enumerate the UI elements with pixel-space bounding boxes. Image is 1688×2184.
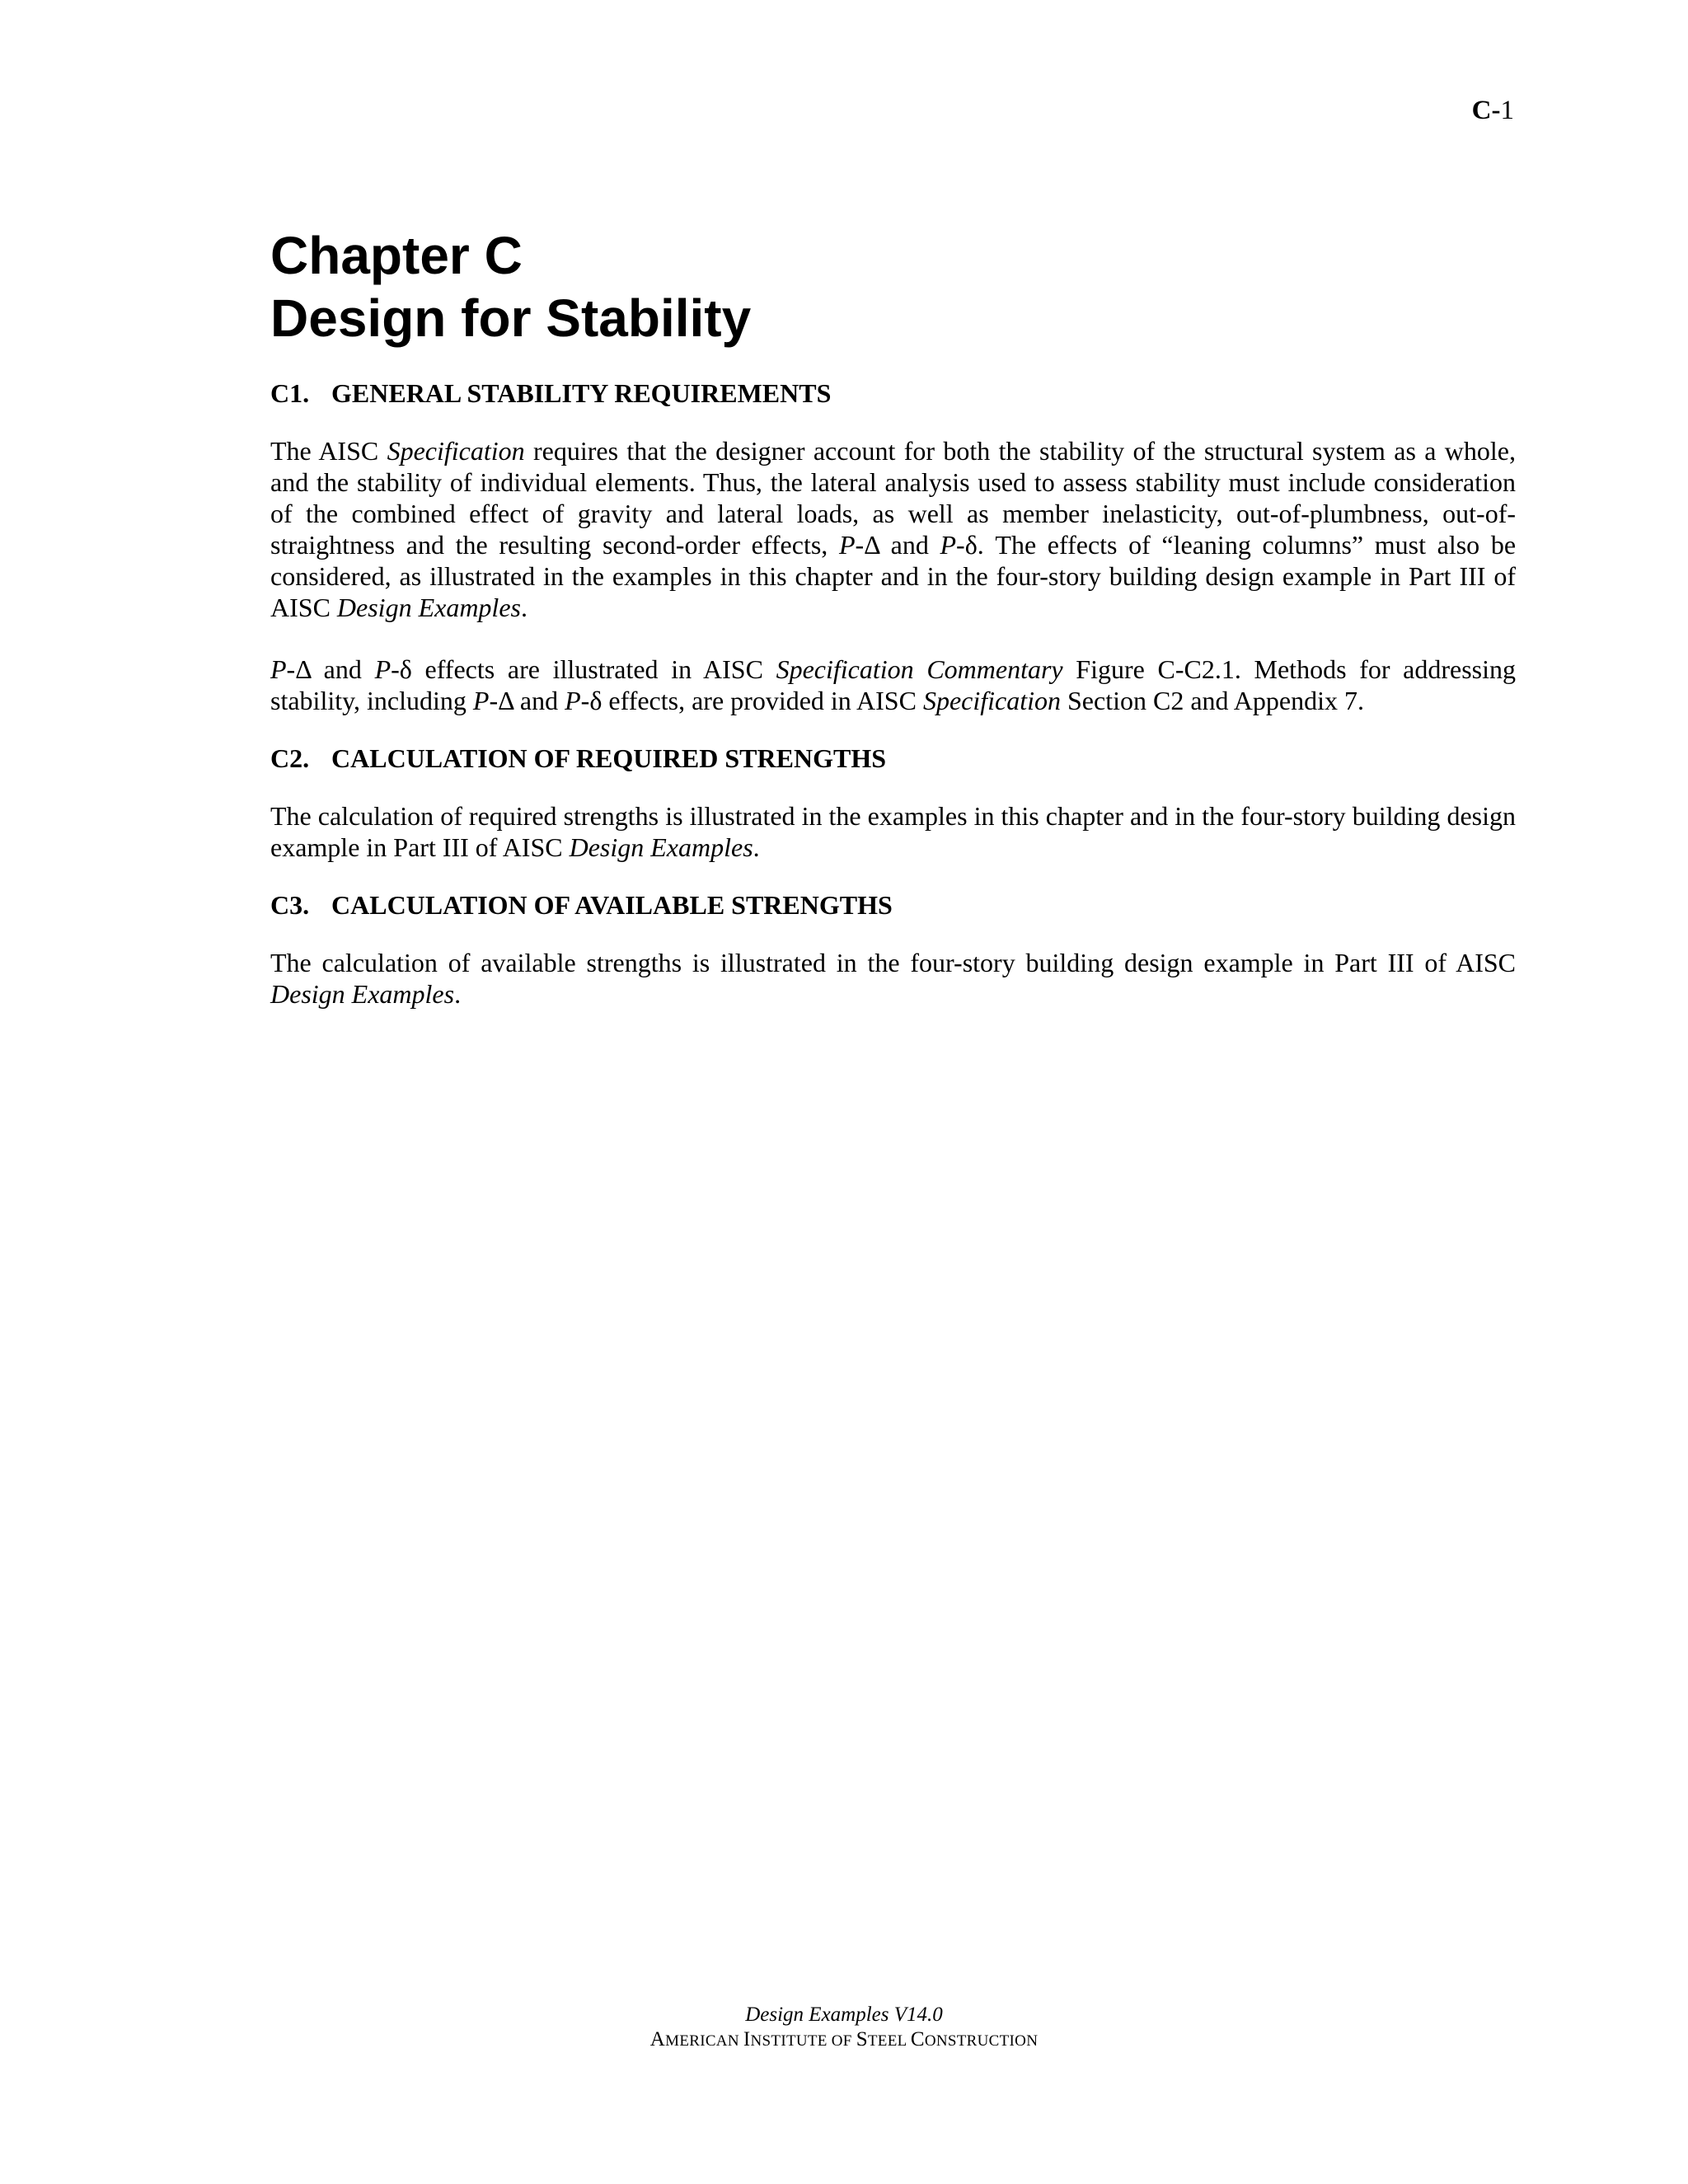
section-heading-c2 [270,743,1516,774]
footer-text-part: TEEL [867,2032,911,2050]
chapter-title [270,224,1516,349]
text-run: The calculation of required strengths is illustrated in the examples in this chapter and in the four-story building design example in Part III of AISC [270,801,1522,862]
section-heading-c3 [270,889,1516,921]
italic-text: Specification [387,436,525,466]
italic-text: P [270,654,287,684]
text-run: The AISC [270,436,387,466]
text-run: requires that the designer account for both the stability of the structural system as a whole, and the stability of individual elements. Thus, the lateral analysis used to assess stability must include consideration of the combined effect of gravity and lateral loads, as well as member inelasticity, out-of-plumbness, out-of-straightness and the resulting second-order effects, [270,436,1522,560]
text-run: Figure C-C2.1. Methods for addressing stability, including [270,654,1523,715]
page-number-value: 1 [1500,96,1514,125]
italic-text: Design Examples [336,593,521,622]
text-run: . [753,832,760,862]
chapter-title-line1: Chapter C [270,226,523,285]
footer-text-part: A [649,2028,666,2050]
text-run: Section C2 and Appendix 7. [1061,686,1364,715]
section-title: CALCULATION OF REQUIRED STRENGTHS [331,743,886,773]
text-run: . [454,979,462,1009]
paragraph [270,654,1523,716]
section-number: C2. [270,743,310,773]
text-run: -Δ and [489,686,565,715]
footer-text-part: NSTITUTE OF [750,2032,856,2050]
footer-publisher [0,2027,1688,2054]
paragraph [270,435,1523,623]
section-number: C3. [270,890,310,920]
text-run: -δ effects, are provided in AISC [580,686,923,715]
footer-text-part: C [910,2028,925,2050]
italic-text: P [374,654,392,684]
text-run: . [520,593,528,622]
text-run: -δ effects are illustrated in AISC [391,654,776,684]
section-heading-c1 [270,377,1516,409]
italic-text: Design Examples [569,832,753,862]
footer-publication: Design Examples V14.0 [745,2004,943,2026]
page-content [270,224,1523,1010]
italic-text: Specification Commentary [776,654,1063,684]
italic-text: P [472,686,490,715]
text-run: -Δ and [855,530,940,560]
italic-text: P [838,530,856,560]
footer-text-part: ONSTRUCTION [924,2032,1039,2050]
section-number: C1. [270,378,310,408]
italic-text: Design Examples [270,979,455,1009]
italic-text: P [565,686,581,715]
text-run: -Δ and [286,654,375,684]
text-run: -δ. The effects of “leaning columns” must also be considered, as illustrated in the examples in this chapter and in the four-story building design example in Part III of AISC [270,530,1523,622]
page-number-prefix: C- [1471,96,1501,125]
text-run: The calculation of available strengths is illustrated in the four-story building design example in Part III of AISC [270,948,1522,977]
footer-text-part: MERICAN [665,2032,743,2050]
section-title: GENERAL STABILITY REQUIREMENTS [331,378,832,408]
page-footer [0,2003,1688,2054]
section-title: CALCULATION OF AVAILABLE STRENGTHS [331,890,893,920]
italic-text: P [940,530,957,560]
footer-text-part: I [743,2028,751,2050]
page-number [1472,97,1514,124]
paragraph [270,800,1522,863]
footer-text-part: S [856,2028,868,2050]
italic-text: Specification [922,686,1061,715]
paragraph [270,947,1522,1010]
chapter-title-line2: Design for Stability [270,288,752,348]
